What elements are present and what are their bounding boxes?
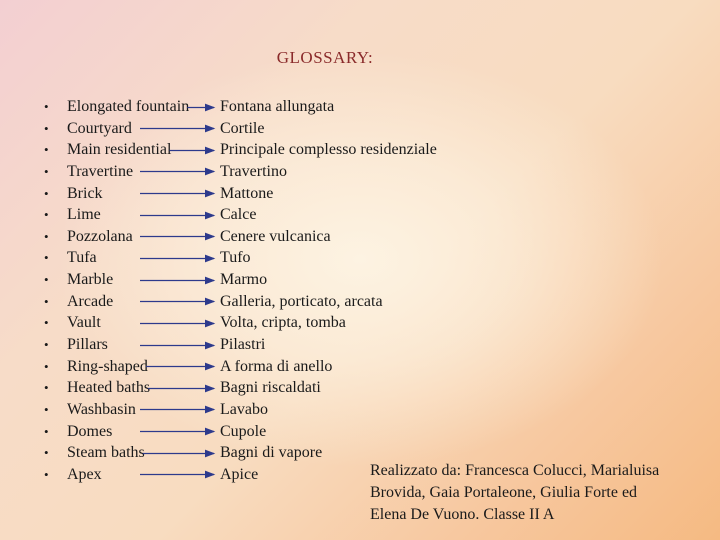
italian-term: Tufo <box>220 249 251 267</box>
english-term-label: Tufa <box>67 249 97 267</box>
italian-terms-list <box>220 96 437 486</box>
english-term <box>44 421 189 443</box>
english-term <box>44 356 189 378</box>
bullet-icon: • <box>44 142 49 158</box>
english-term <box>44 247 189 269</box>
italian-term: Galleria, porticato, arcata <box>220 292 383 310</box>
english-term-label: Heated baths <box>67 379 151 397</box>
italian-term: Bagni riscaldati <box>220 379 321 397</box>
bullet-icon: • <box>44 401 49 417</box>
italian-term: Travertino <box>220 162 287 180</box>
english-term-label: Pozzolana <box>67 227 133 245</box>
bullet-icon: • <box>44 207 49 223</box>
italian-term: Fontana allungata <box>220 98 335 115</box>
english-term <box>44 464 189 486</box>
credits-line-2: Brovida, Gaia Portaleone, Giulia Forte ed <box>370 484 638 501</box>
italian-term: Calce <box>220 206 257 224</box>
english-term-label: Pillars <box>67 336 108 354</box>
bullet-icon: • <box>44 445 49 461</box>
english-term-label: Washbasin <box>67 400 136 418</box>
english-term <box>44 269 189 291</box>
english-term <box>44 96 189 118</box>
bullet-icon: • <box>44 466 49 482</box>
italian-term: Bagni di vapore <box>220 444 323 462</box>
english-term-label: Marble <box>67 271 114 289</box>
english-term <box>44 312 189 334</box>
english-term-label: Vault <box>67 314 101 332</box>
english-term-label: Travertine <box>67 162 134 180</box>
italian-term: Marmo <box>220 271 268 289</box>
bullet-icon: • <box>44 337 49 353</box>
credits <box>370 460 659 526</box>
bullet-icon: • <box>44 315 49 331</box>
bullet-icon: • <box>44 185 49 201</box>
english-term-label: Apex <box>67 465 102 483</box>
italian-term: Apice <box>220 465 259 483</box>
english-term <box>44 118 189 140</box>
english-term <box>44 377 189 399</box>
english-term <box>44 226 189 248</box>
italian-term: Cupole <box>220 422 267 440</box>
italian-term: Lavabo <box>220 400 268 418</box>
english-term-label: Main residential <box>67 141 172 159</box>
english-term <box>44 183 189 205</box>
bullet-icon: • <box>44 228 49 244</box>
bullet-icon: • <box>44 380 49 396</box>
english-term <box>44 139 189 161</box>
italian-term: Cortile <box>220 119 265 137</box>
english-term-label: Courtyard <box>67 119 132 137</box>
english-term <box>44 291 189 313</box>
bullet-icon: • <box>44 358 49 374</box>
italian-term: Principale complesso residenziale <box>220 141 437 159</box>
bullet-icon: • <box>44 99 49 114</box>
english-term <box>44 161 189 183</box>
italian-term: Cenere vulcanica <box>220 227 331 245</box>
english-term-label: Steam baths <box>67 444 145 462</box>
page-title: GLOSSARY: <box>276 48 374 67</box>
english-term <box>44 442 189 464</box>
italian-term: Mattone <box>220 184 274 202</box>
english-term-label: Lime <box>67 206 101 224</box>
italian-term: Volta, cripta, tomba <box>220 314 346 332</box>
bullet-icon: • <box>44 293 49 309</box>
credits-line-3: Elena De Vuono. Classe II A <box>370 506 555 523</box>
english-term <box>44 334 189 356</box>
bullet-icon: • <box>44 163 49 179</box>
english-term-label: Arcade <box>67 292 114 310</box>
english-term-label: Ring-shaped <box>67 357 148 375</box>
credits-line-1: Realizzato da: Francesca Colucci, Marialuisa <box>370 462 660 479</box>
bullet-icon: • <box>44 272 49 288</box>
bullet-icon: • <box>44 250 49 266</box>
italian-term: Pilastri <box>220 336 266 354</box>
italian-term: A forma di anello <box>220 357 333 375</box>
english-term-label: Domes <box>67 422 113 440</box>
english-terms-list <box>44 96 189 486</box>
bullet-icon: • <box>44 423 49 439</box>
english-term-label: Brick <box>67 184 103 202</box>
english-term-label: Elongated fountain <box>67 98 190 115</box>
english-term <box>44 204 189 226</box>
bullet-icon: • <box>44 120 49 136</box>
english-term <box>44 399 189 421</box>
